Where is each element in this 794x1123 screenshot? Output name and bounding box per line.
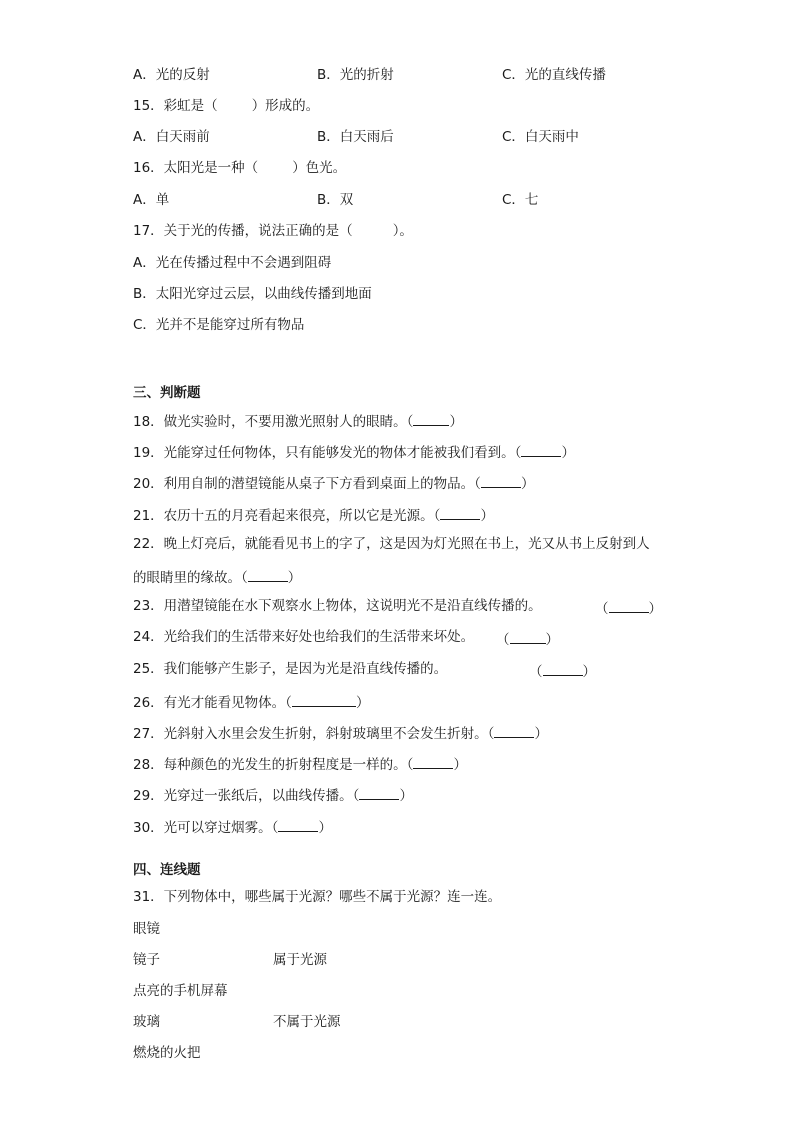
match-left-item[interactable]: 燃烧的火把 (133, 1045, 201, 1061)
q29-text: 29．光穿过一张纸后，以曲线传播。（ (133, 788, 360, 804)
q17-option-b: B．太阳光穿过云层，以曲线传播到地面 (133, 286, 372, 302)
q24-answer (496, 631, 559, 648)
q23-open-paren: （ (595, 601, 609, 617)
q20-close-paren: ） (520, 476, 535, 492)
q25-statement: 25．我们能够产生影子，是因为光是沿直线传播的。 (133, 661, 448, 677)
q27-text: 27．光斜射入水里会发生折射，斜射玻璃里不会发生折射。（ (133, 726, 495, 742)
q22-statement-line2 (133, 569, 301, 586)
q16-text-post: ）色光。 (292, 160, 347, 176)
q16-text-pre: 16．太阳光是一种（ (133, 160, 259, 176)
match-left-item[interactable]: 点亮的手机屏幕 (133, 983, 228, 999)
q29-statement (133, 787, 413, 804)
q28-text: 28．每种颜色的光发生的折射程度是一样的。（ (133, 757, 414, 773)
q25-answer (529, 663, 596, 680)
q26-text: 26．有光才能看见物体。（ (133, 695, 292, 711)
q20-statement (133, 475, 534, 492)
q31-question: 31．下列物体中，哪些属于光源？哪些不属于光源？连一连。 (133, 889, 502, 905)
q15-option-a: A．白天雨前 (133, 129, 210, 145)
q30-text: 30．光可以穿过烟雾。（ (133, 820, 279, 836)
q22-statement-line1: 22．晚上灯亮后，就能看见书上的字了，这是因为灯光照在书上，光又从书上反射到人 (133, 536, 650, 552)
q19-text: 19．光能穿过任何物体，只有能够发光的物体才能被我们看到。（ (133, 445, 522, 461)
q18-close-paren: ） (449, 414, 463, 430)
q22-answer-blank[interactable] (248, 569, 288, 582)
q14-option-c: C．光的直线传播 (502, 67, 606, 83)
match-left-item[interactable]: 镜子 (133, 952, 160, 968)
q19-statement (133, 444, 575, 461)
q26-statement (133, 694, 369, 711)
q14-option-b: B．光的折射 (317, 67, 394, 83)
q18-text: 18．做光实验时，不要用激光照射人的眼睛。（ (133, 414, 414, 430)
q23-close-paren: ） (648, 601, 662, 617)
q26-answer-blank[interactable] (292, 694, 356, 707)
section3-title: 三、判断题 (133, 385, 201, 401)
q23-answer-blank[interactable] (609, 600, 649, 613)
q23-statement: 23．用潜望镜能在水下观察水上物体，这说明光不是沿直线传播的。 (133, 598, 542, 614)
match-left-item[interactable]: 眼镜 (133, 921, 160, 937)
q25-open-paren: （ (529, 664, 543, 680)
q29-close-paren: ） (399, 788, 413, 804)
match-left-item[interactable]: 玻璃 (133, 1014, 160, 1030)
q15-option-c: C．白天雨中 (502, 129, 579, 145)
q25-answer-blank[interactable] (543, 663, 583, 676)
q24-answer-blank[interactable] (510, 631, 546, 644)
q27-statement (133, 725, 548, 742)
q21-text: 21．农历十五的月亮看起来很亮，所以它是光源。（ (133, 508, 441, 524)
q28-close-paren: ） (453, 757, 467, 773)
q16-question (133, 162, 346, 176)
q30-statement (133, 819, 332, 836)
q18-answer-blank[interactable] (413, 413, 449, 426)
q17-text-pre: 17．关于光的传播，说法正确的是（ (133, 223, 353, 239)
q22-text: 的眼睛里的缘故。（ (133, 570, 248, 586)
q25-close-paren: ） (582, 664, 596, 680)
match-right-item[interactable]: 属于光源 (273, 952, 327, 968)
q23-answer (595, 600, 662, 617)
q19-answer-blank[interactable] (521, 444, 561, 457)
q28-statement (133, 756, 467, 773)
q15-question (133, 100, 319, 114)
q17-question (133, 225, 413, 239)
q24-statement: 24．光给我们的生活带来好处也给我们的生活带来坏处。 (133, 629, 475, 645)
q21-close-paren: ） (480, 508, 494, 524)
q15-text-pre: 15．彩虹是（ (133, 98, 218, 114)
section4-title: 四、连线题 (133, 862, 201, 878)
q14-option-a: A．光的反射 (133, 67, 210, 83)
q27-close-paren: ） (534, 726, 548, 742)
q24-close-paren: ） (545, 632, 559, 648)
q22-close-paren: ） (287, 570, 302, 586)
q24-open-paren: （ (496, 632, 510, 648)
q16-option-c: C．七 (502, 192, 539, 208)
q17-option-a: A．光在传播过程中不会遇到阻碍 (133, 255, 332, 271)
q18-statement (133, 413, 463, 430)
q30-close-paren: ） (318, 820, 332, 836)
match-right-item[interactable]: 不属于光源 (273, 1014, 341, 1030)
q30-answer-blank[interactable] (278, 819, 318, 832)
q19-close-paren: ） (561, 445, 575, 461)
q20-answer-blank[interactable] (481, 475, 521, 488)
q29-answer-blank[interactable] (359, 787, 399, 800)
q21-statement (133, 507, 494, 524)
q20-text: 20．利用自制的潜望镜能从桌子下方看到桌面上的物品。（ (133, 476, 481, 492)
q21-answer-blank[interactable] (440, 507, 480, 520)
q17-option-c: C．光并不是能穿过所有物品 (133, 317, 305, 333)
q27-answer-blank[interactable] (494, 725, 534, 738)
q15-option-b: B．白天雨后 (317, 129, 394, 145)
q17-text-post: ）。 (392, 223, 413, 239)
q16-option-a: A．单 (133, 192, 170, 208)
q16-option-b: B．双 (317, 192, 354, 208)
q15-text-post: ）形成的。 (251, 98, 320, 114)
q28-answer-blank[interactable] (413, 756, 453, 769)
q26-close-paren: ） (355, 695, 370, 711)
